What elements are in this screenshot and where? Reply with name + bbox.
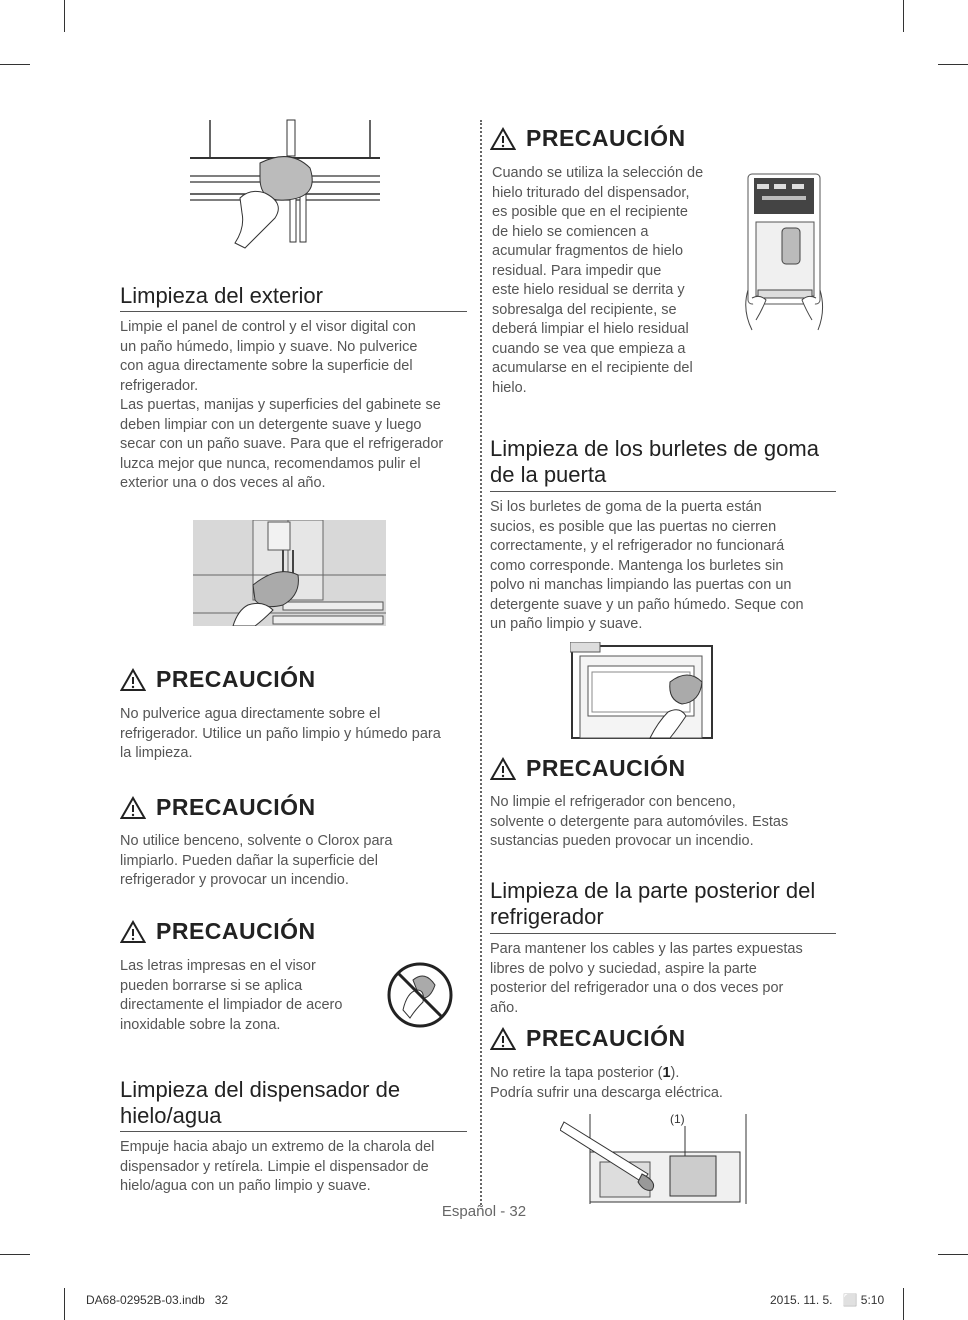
control-panel-cleaning-illustration	[190, 118, 380, 258]
exterior-heading: Limpieza del exterior	[120, 283, 323, 308]
dispenser-heading-rule	[120, 1131, 467, 1132]
dispenser-heading: Limpieza del dispensador de hielo/agua	[120, 1077, 401, 1128]
caution-text: Cuando se utiliza la selección de hielo triturado del dispensador, es posible que en el recipiente de hielo se comiencen a acumular fragmentos de hielo residual. Para impedir que este hielo residual se derrita y sobresalga del recipiente, se deberá limpiar el hielo residual cuando se vea que empieza a acumularse en el recipiente del hielo.	[492, 165, 704, 396]
caution-heading: PRECAUCIÓN	[490, 755, 686, 782]
exterior-text: Limpie el panel de control y el visor digital con un paño húmedo, limpio y suave. No pulverice con agua directamente sobre la superficie del refrigerador. Las puertas, manijas y superficies del gabinete se deben limpiar con un detergente suave y luego secar con un paño suave. Para que el refrigerador luzca mejor que nunca, recomendamos pulir el exterior una o dos veces al año.	[120, 319, 444, 491]
crop-mark	[903, 1288, 904, 1320]
page-number: Español - 32	[441, 1203, 527, 1220]
caution-heading: PRECAUCIÓN	[490, 125, 686, 152]
warning-icon	[490, 127, 516, 151]
crop-mark	[938, 1254, 968, 1255]
crop-mark	[938, 64, 968, 65]
caution-text: No limpie el refrigerador con benceno, solvente o detergente para automóviles. Estas sustancias pueden provocar un incendio.	[490, 794, 789, 849]
gaskets-text: Si los burletes de goma de la puerta están sucios, es posible que las puertas no cierren correctamente, y el refrigerador no funcionará como corresponde. Mantenga los burletes sin polvo ni manchas limpiando las puertas con un detergente suave y un paño húmedo. Seque con un paño limpio y suave.	[490, 499, 804, 632]
dispenser-illustration	[742, 170, 826, 340]
door-cleaning-illustration	[193, 520, 386, 626]
caution-heading: PRECAUCIÓN	[490, 1025, 686, 1052]
crop-mark	[0, 64, 30, 65]
gaskets-heading-rule	[490, 491, 836, 492]
file-name: DA68-02952B-03.indb 32	[86, 1293, 229, 1307]
crop-mark	[0, 1254, 30, 1255]
door-gasket-illustration	[570, 642, 716, 740]
caution-text: No pulverice agua directamente sobre el refrigerador. Utilice un paño limpio y húmedo para la limpieza.	[120, 706, 441, 761]
warning-icon	[490, 757, 516, 781]
rear-text: Para mantener los cables y las partes expuestas libres de polvo y suciedad, aspire la parte posterior del refrigerador una o dos veces por año.	[490, 941, 803, 1016]
gaskets-heading: Limpieza de los burletes de goma de la puerta	[490, 436, 819, 487]
caution-text: Las letras impresas en el visor pueden borrarse si se aplica directamente el limpiador de acero inoxidable sobre la zona.	[120, 958, 343, 1033]
rear-cover-callout: (1)	[670, 1112, 685, 1126]
warning-icon	[120, 668, 146, 692]
caution-heading: PRECAUCIÓN	[120, 794, 316, 821]
warning-icon	[120, 920, 146, 944]
rear-heading-rule	[490, 933, 836, 934]
warning-icon	[120, 796, 146, 820]
column-divider	[480, 120, 482, 1205]
crop-mark	[64, 1288, 65, 1320]
caution-text: No utilice benceno, solvente o Clorox para limpiarlo. Pueden dañar la superficie del refrigerador y provocar un incendio.	[120, 833, 393, 888]
exterior-heading-rule	[120, 311, 467, 312]
caution-heading: PRECAUCIÓN	[120, 666, 316, 693]
rear-heading: Limpieza de la parte posterior del refrigerador	[490, 878, 816, 929]
crop-mark	[64, 0, 65, 32]
prohibited-icon	[385, 960, 455, 1030]
rear-cover-illustration	[560, 1112, 750, 1204]
crop-mark	[903, 0, 904, 32]
caution-text: No retire la tapa posterior (1). Podría sufrir una descarga eléctrica.	[490, 1065, 723, 1101]
dispenser-text: Empuje hacia abajo un extremo de la charola del dispensador y retírela. Limpie el dispensador de hielo/agua con un paño limpio y suave.	[120, 1139, 435, 1194]
warning-icon	[490, 1027, 516, 1051]
print-timestamp: 2015. 11. 5. ⬜ 5:10	[770, 1293, 885, 1307]
caution-heading: PRECAUCIÓN	[120, 918, 316, 945]
